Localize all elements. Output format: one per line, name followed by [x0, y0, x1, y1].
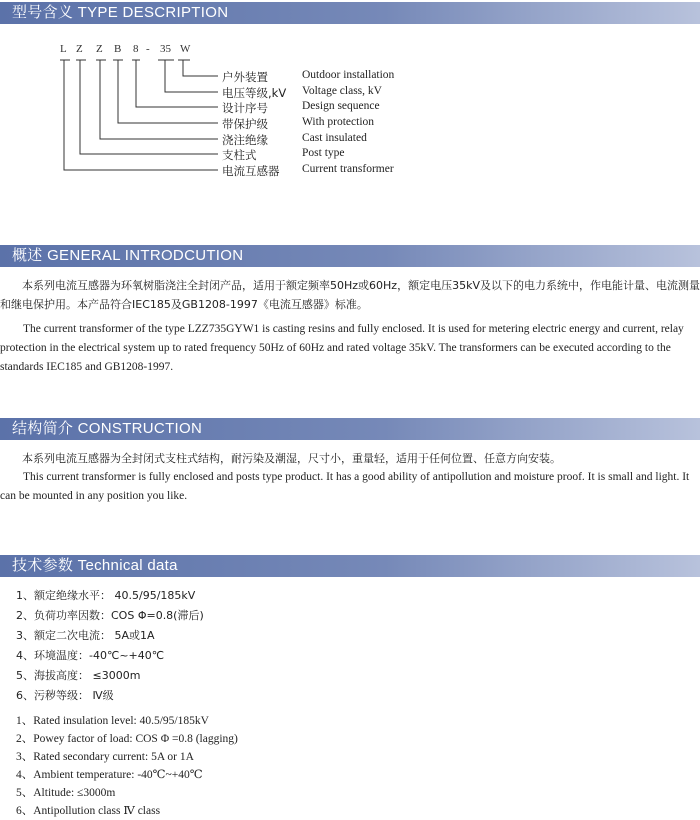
list-item: 4、Ambient temperature: -40℃~+40℃ — [16, 769, 203, 781]
construction-paragraph-en: This current transformer is fully enclosed and posts type product. It has a good ability of antipollution and moisture proof. It is small and light. It can be mounted in any position you like. — [0, 471, 690, 502]
list-item: 3、额定二次电流： 5A或1A — [16, 629, 155, 642]
code-letter: 35 — [160, 43, 171, 55]
list-item: 6、污秽等级： Ⅳ级 — [16, 689, 114, 702]
type-item-zh: 浇注绝缘 — [222, 133, 268, 147]
type-item-zh: 支柱式 — [222, 148, 257, 162]
type-item-en: Post type — [302, 147, 345, 159]
type-item-zh: 电压等级,kV — [222, 86, 287, 100]
type-item-zh: 户外装置 — [222, 70, 268, 84]
type-item-en: Cast insulated — [302, 132, 367, 144]
technical-list-zh — [16, 586, 204, 706]
type-item-zh: 电流互感器 — [222, 164, 280, 178]
construction-paragraph-zh: 本系列电流互感器为全封闭式支柱式结构，耐污染及潮湿，尺寸小，重量轻，适用于任何位置、任意方向安装。 — [0, 452, 561, 465]
list-item: 1、额定绝缘水平： 40.5/95/185kV — [16, 589, 196, 602]
list-item: 1、Rated insulation level: 40.5/95/185kV — [16, 715, 209, 727]
list-item: 4、环境温度：-40℃~+40℃ — [16, 649, 165, 662]
section-header-technical: 技术参数 Technical data — [0, 555, 700, 577]
type-item-en: Voltage class, kV — [302, 85, 382, 97]
list-item: 6、Antipollution class Ⅳ class — [16, 805, 161, 817]
list-item: 2、负荷功率因数：COS Φ=0.8(滞后) — [16, 609, 204, 622]
section-header-type: 型号含义 TYPE DESCRIPTION — [0, 2, 700, 24]
general-paragraph-zh: 本系列电流互感器为环氧树脂浇注全封闭产品，适用于额定频率50Hz或60Hz，额定电压35kV及以下的电力系统中，作电能计量、电流测量和继电保护用。本产品符合IEC185及GB1208-1997《电流互感器》标准。 — [0, 279, 700, 311]
general-paragraph-en: The current transformer of the type LZZ735GYW1 is casting resins and fully enclosed. It is used for metering electric energy and current, relay protection in the electrical system up to rated frequency 50Hz of 60Hz and rated voltage 35kV. The transformers can be executed according to the standards IEC185 and GB1208-1997. — [0, 323, 684, 373]
list-item: 3、Rated secondary current: 5A or 1A — [16, 751, 194, 763]
code-letter: Z — [76, 43, 83, 55]
list-item: 2、Powey factor of load: COS Φ =0.8 (lagging) — [16, 733, 238, 745]
type-item-en: Current transformer — [302, 163, 394, 175]
type-item-zh: 带保护级 — [222, 117, 268, 131]
code-letter: Z — [96, 43, 103, 55]
code-letter: 8 — [133, 43, 139, 55]
list-item: 5、海拔高度： ≤3000m — [16, 669, 141, 682]
code-letter: B — [114, 43, 122, 55]
type-item-en: With protection — [302, 116, 375, 128]
type-item-en: Design sequence — [302, 100, 380, 112]
section-header-general: 概述 GENERAL INTRODCUTION — [0, 245, 700, 267]
technical-list-en — [16, 712, 238, 820]
type-item-zh: 设计序号 — [222, 101, 268, 115]
list-item: 5、Altitude: ≤3000m — [16, 787, 116, 799]
code-letter: L — [60, 43, 67, 55]
type-item-en: Outdoor installation — [302, 69, 395, 81]
section-header-construction: 结构简介 CONSTRUCTION — [0, 418, 700, 440]
code-letter: W — [180, 43, 191, 55]
code-letter: - — [146, 43, 150, 55]
